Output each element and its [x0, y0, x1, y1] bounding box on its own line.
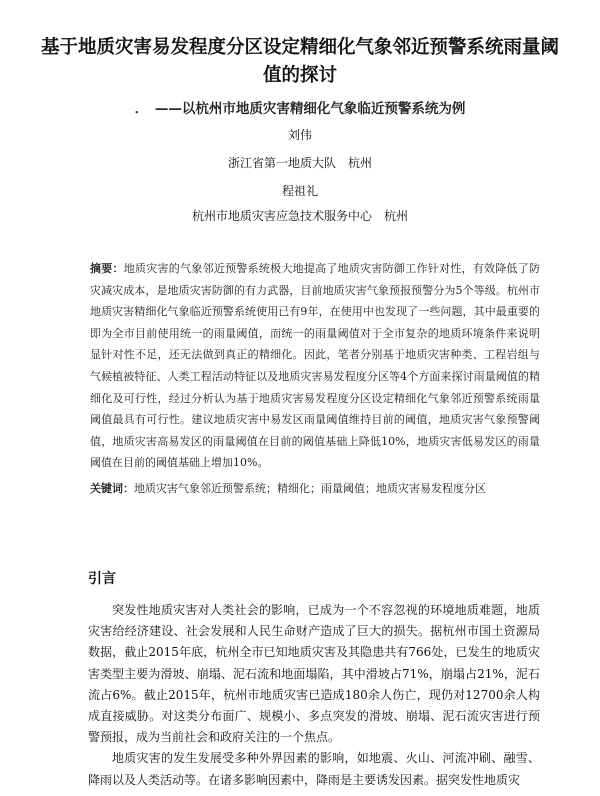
- abstract-label: 摘要：: [90, 262, 124, 275]
- intro-paragraph: 地质灾害的发生发展受多种外界因素的影响，如地震、火山、河流冲刷、融雪、降雨以及人类活动等。在诸多影响因素中，降雨是主要诱发因素。据突发性地质灾: [88, 751, 540, 787]
- keywords: [90, 478, 540, 500]
- author-name-1: 刘伟: [287, 128, 312, 142]
- author-affiliation-2: 杭州市地质灾害应急技术服务中心 杭州: [191, 209, 408, 223]
- paper-title: 基于地质灾害易发程度分区设定精细化气象邻近预警系统雨量阈值的探讨: [40, 37, 559, 86]
- section-heading-introduction: 引言: [88, 571, 116, 587]
- abstract-text: 地质灾害的气象邻近预警系统极大地提高了地质灾害防御工作针对性，有效降低了防灾减灾成本，是地质灾害防御的有力武器，目前地质灾害气象预报预警分为5个等级。杭州市地质灾害精细化气象临近预警系统使用已有9年，在使用中也发现了一些问题，其中最重要的即为全市目前使用统一的雨量阈值，而统一的雨量阈值对于全市复杂的地质环境条件来说明显针对性不足，还无法做到真正的精细化。因此，笔者分别基于地质灾害种类、工程岩组与气候植被特征、人类工程活动特征以及地质灾害易发程度分区等4个方面来探讨雨量阈值的精细化及可行性，经过分析认为基于地质灾害易发程度分区设定精细化气象邻近预警系统雨量阈值最具有可行性。建议地质灾害中易发区雨量阈值维持目前的阈值，地质灾害气象预警阈值，地质灾害高易发区的雨量阈值在目前的阈值基础上降低10%，地质灾害低易发区的雨量阈值在目前的阈值基础上增加10%。: [90, 262, 541, 470]
- intro-paragraph: 突发性地质灾害对人类社会的影响，已成为一个不容忽视的环境地质难题，地质灾害给经济建设、社会发展和人民生命财产造成了巨大的损失。据杭州市国土资源局数据，截止2015年底，杭州全市已知地质灾害及其隐患共有766处，已发生的地质灾害类型主要为滑坡、崩塌、泥石流和地面塌陷，其中滑坡占71%，崩塌占21%，泥石流占6%。截止2015年，杭州市地质灾害已造成180余人伤亡，现仍对12700余人构成直接威胁。对这类分布面广、规模小、多点突发的滑坡、崩塌、泥石流灾害进行预警预报，成为当前社会和政府关注的一个焦点。: [88, 603, 540, 745]
- keywords-text: 地质灾害气象邻近预警系统；精细化；雨量阈值；地质灾害易发程度分区: [134, 482, 486, 495]
- paper-subtitle: ． ——以杭州市地质灾害精细化气象临近预警系统为例: [134, 101, 466, 117]
- abstract: [90, 258, 540, 474]
- introduction-body: [88, 600, 540, 791]
- keywords-label: 关键词：: [90, 482, 134, 495]
- author-affiliation-1: 浙江省第一地质大队 杭州: [227, 156, 372, 170]
- author-name-2: 程祖礼: [281, 184, 318, 198]
